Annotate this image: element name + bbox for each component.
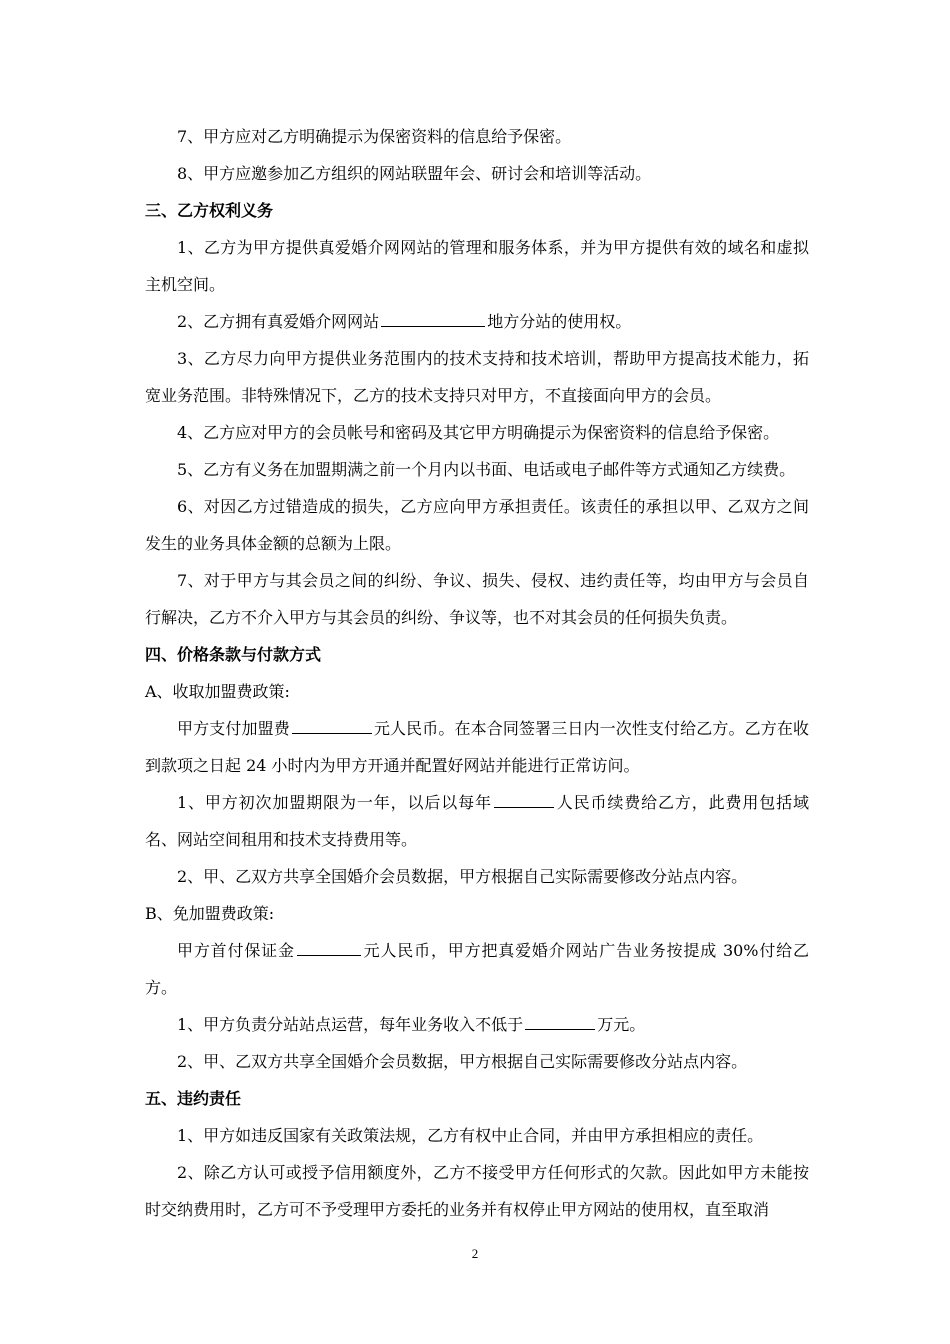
party-b-clause-6: 6、对因乙方过错造成的损失，乙方应向甲方承担责任。该责任的承担以甲、乙双方之间发生的业务具体金额的总额为上限。	[145, 497, 809, 553]
policy-a-clause-1-suffix: 人民币续费给乙方，此费用包括域名、网站空间租用和技术支持费用等。	[145, 793, 809, 849]
policy-b-title: B、免加盟费政策:	[145, 904, 275, 923]
policy-b-clause-1-suffix: 万元。	[597, 1015, 646, 1034]
fill-blank-min-revenue	[525, 1013, 595, 1030]
policy-a-clause-2: 2、甲、乙双方共享全国婚介会员数据，甲方根据自己实际需要修改分站点内容。	[177, 867, 748, 886]
section-4-heading: 四、价格条款与付款方式	[145, 645, 322, 664]
party-b-clause-2-prefix: 2、乙方拥有真爱婚介网网站	[177, 312, 380, 331]
policy-b-clause-1-prefix: 1、甲方负责分站站点运营，每年业务收入不低于	[177, 1015, 524, 1034]
policy-b-deposit-suffix: 元人民币，甲方把真爱婚介网站广告业务按提成 30%付给乙方。	[145, 941, 809, 997]
party-b-clause-1: 1、乙方为甲方提供真爱婚介网网站的管理和服务体系，并为甲方提供有效的域名和虚拟主机空间。	[145, 238, 809, 294]
fill-blank-deposit	[297, 939, 361, 956]
fill-blank-renewal-fee	[494, 791, 554, 808]
fill-blank-site-name	[381, 310, 485, 327]
party-a-clause-7: 7、甲方应对乙方明确提示为保密资料的信息给予保密。	[177, 127, 572, 146]
policy-a-clause-1-prefix: 1、甲方初次加盟期限为一年，以后以每年	[177, 793, 492, 812]
liability-clause-1: 1、甲方如违反国家有关政策法规，乙方有权中止合同，并由甲方承担相应的责任。	[177, 1126, 764, 1145]
policy-a-fee-prefix: 甲方支付加盟费	[177, 719, 290, 738]
liability-clause-2: 2、除乙方认可或授予信用额度外，乙方不接受甲方任何形式的欠款。因此如甲方未能按时交纳费用时，乙方可不予受理甲方委托的业务并有权停止甲方网站的使用权，直至取消	[145, 1163, 809, 1219]
party-a-clause-8: 8、甲方应邀参加乙方组织的网站联盟年会、研讨会和培训等活动。	[177, 164, 652, 183]
policy-a-clause-1	[145, 784, 809, 858]
policy-b-deposit-paragraph	[145, 932, 809, 1006]
section-3-heading: 三、乙方权利义务	[145, 201, 274, 220]
party-b-clause-7: 7、对于甲方与其会员之间的纠纷、争议、损失、侵权、违约责任等，均由甲方与会员自行解决，乙方不介入甲方与其会员的纠纷、争议等，也不对其会员的任何损失负责。	[145, 571, 809, 627]
policy-b-clause-1	[145, 1006, 809, 1043]
party-b-clause-2-suffix: 地方分站的使用权。	[487, 312, 632, 331]
party-b-clause-4: 4、乙方应对甲方的会员帐号和密码及其它甲方明确提示为保密资料的信息给予保密。	[177, 423, 780, 442]
section-5-heading: 五、违约责任	[145, 1089, 242, 1108]
policy-b-deposit-prefix: 甲方首付保证金	[177, 941, 295, 960]
policy-a-fee-suffix: 元人民币。在本合同签署三日内一次性支付给乙方。乙方在收到款项之日起 24 小时内为甲方开通并配置好网站并能进行正常访问。	[145, 719, 809, 775]
policy-b-clause-2: 2、甲、乙双方共享全国婚介会员数据，甲方根据自己实际需要修改分站点内容。	[177, 1052, 748, 1071]
policy-a-fee-paragraph	[145, 710, 809, 784]
party-b-clause-2	[145, 303, 809, 340]
page-number: 2	[471, 1246, 479, 1261]
party-b-clause-5: 5、乙方有义务在加盟期满之前一个月内以书面、电话或电子邮件等方式通知乙方续费。	[177, 460, 796, 479]
document-body	[145, 118, 809, 1228]
party-b-clause-3: 3、乙方尽力向甲方提供业务范围内的技术支持和技术培训，帮助甲方提高技术能力，拓宽业务范围。非特殊情况下，乙方的技术支持只对甲方，不直接面向甲方的会员。	[145, 349, 809, 405]
fill-blank-join-fee	[292, 717, 372, 734]
policy-a-title: A、收取加盟费政策:	[145, 682, 290, 701]
